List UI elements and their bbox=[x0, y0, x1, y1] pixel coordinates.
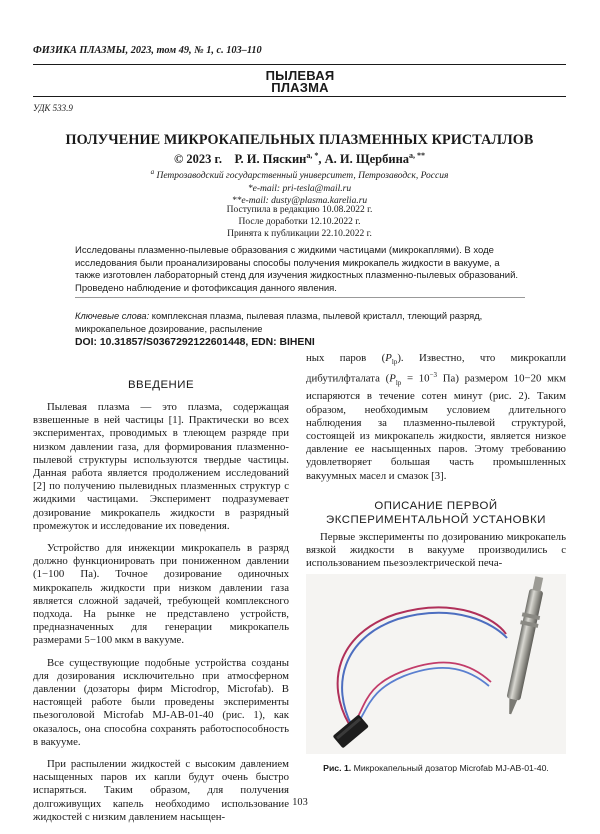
intro-paragraph-2: Устройство для инжекции микрокапель в разряд должно функционировать при пониженном давлении (1−100 Па). Точное дозирование одиночных микрокапель жидкости при низком давлении газа является сложной задачей, требующей комплексного подхода. На рынке не представлено устройств, предназначенных для генерации микрокапель размерами 5−100 мкм в вакууме. bbox=[33, 542, 289, 647]
setup-heading-line1: ОПИСАНИЕ ПЕРВОЙ bbox=[374, 499, 498, 512]
date-revised: После доработки 12.10.2022 г. bbox=[238, 217, 361, 227]
figure-1-caption-text: Микрокапельный дозатор Microfab MJ-AB-01-40. bbox=[351, 763, 549, 773]
blue-wire-loop bbox=[356, 668, 489, 726]
dates bbox=[33, 204, 566, 240]
abstract: Исследованы плазменно-пылевые образования с жидкими частицами (микрокаплями). В ходе исследования были проанализированы способы получения микрокапель жидкости в вакууме, а также изготовлен лабораторный стенд для изучения жидкостных плазменно-пылевых образований. Проведено наблюдение и фотофиксация данного явления. bbox=[75, 245, 519, 294]
left-column bbox=[33, 378, 289, 833]
pressure-subscript: lp bbox=[391, 358, 398, 367]
copyright: © 2023 г. bbox=[173, 152, 222, 167]
section-tag-line2: ПЛАЗМА bbox=[271, 80, 329, 95]
affiliation bbox=[33, 166, 566, 208]
keywords-text: комплексная плазма, пылевая плазма, пылевой кристалл, тлеющий разряд, микрокапельное дозирование, распыление bbox=[75, 311, 483, 334]
red-wire-loop bbox=[354, 663, 491, 724]
section-tag-line1: ПЫЛЕВАЯ bbox=[265, 68, 335, 83]
header-rule bbox=[33, 64, 566, 65]
intro-paragraph-1: Пылевая плазма — это плазма, содержащая взвешенные в ней частицы [1]. Практически во всех экспериментах, проводимых в тлеющем разряде при низком давлении газа, для формирования плазменно-пылевой структуры используются твердые частицы. Данная работа является продолжением исследований [2] по получению пылевидных плазменных структур с жидкими частицами. Эксперимент подразумевает дозирование микрокапель жидкости в разрядный промежуток и исследование их поведения. bbox=[33, 401, 289, 532]
figure-1-caption bbox=[306, 763, 566, 773]
udk-code: УДК 533.9 bbox=[33, 103, 73, 113]
continued-paragraph bbox=[306, 352, 566, 483]
authors-line bbox=[33, 151, 566, 167]
setup-heading bbox=[306, 499, 566, 527]
email-2: **e-mail: dusty@plasma.karelia.ru bbox=[231, 196, 368, 207]
date-accepted: Принята к публикации 22.10.2022 г. bbox=[227, 229, 372, 239]
piezo-head-icon bbox=[501, 575, 548, 716]
pressure-exponent: −3 bbox=[429, 371, 438, 380]
abstract-rule bbox=[75, 297, 525, 298]
article-title: ПОЛУЧЕНИЕ МИКРОКАПЕЛЬНЫХ ПЛАЗМЕННЫХ КРИСТАЛЛОВ bbox=[65, 132, 534, 148]
pressure-symbol: P bbox=[385, 352, 392, 364]
continued-text-d: Па) размером 10−20 мкм испаряются в течение сотен минут (рис. 2). Таким образом, необходимым условием длительного наблюдения за плазменно-пылевой структурой, состоящей из микрокапель жидкости, является низкое давление ее насыщенных паров. Этому требованию удовлетворяет большая часть промышленных вакуумных масел и смазок [3]. bbox=[306, 372, 566, 482]
journal-line: ФИЗИКА ПЛАЗМЫ, 2023, том 49, № 1, с. 103–110 bbox=[33, 45, 262, 56]
keywords bbox=[75, 310, 525, 335]
date-received: Поступила в редакцию 10.08.2022 г. bbox=[226, 205, 373, 215]
dispenser-photo-illustration bbox=[306, 574, 566, 754]
intro-paragraph-3: Все существующие подобные устройства созданы для дозирования исключительно при атмосферном давлении (дозаторы фирм Microdrop, Microfab). В настоящей работе были проведены эксперименты пьезоголовой Microfab MJ-AB-01-40 (рис. 1), как оказалось, она способна сохранять работоспособность в вакууме. bbox=[33, 656, 289, 748]
affiliation-org-line bbox=[33, 166, 566, 183]
figure-1 bbox=[306, 574, 566, 754]
keywords-label: Ключевые слова: bbox=[75, 311, 150, 321]
affiliation-mark: a bbox=[150, 168, 155, 176]
section-rule bbox=[33, 96, 566, 97]
continued-text-a: ных паров ( bbox=[306, 352, 386, 364]
pressure-symbol-2: P bbox=[389, 372, 396, 385]
continued-text-c: = 10 bbox=[401, 372, 430, 385]
intro-paragraph-4: При распылении жидкостей с высоким давлением насыщенных паров их капли будут очень быстро испаряться. Таким образом, для получения долгоживущих капель необходимо использование жидкостей с низким давлением насыщен- bbox=[33, 758, 289, 823]
figure-1-label: Рис. 1. bbox=[323, 763, 352, 773]
right-column bbox=[306, 352, 566, 579]
affiliation-org: Петрозаводский государственный университет, Петрозаводск, Россия bbox=[154, 171, 449, 182]
author-2-mark: a, ** bbox=[409, 151, 426, 160]
continued-text-b: ). Известно, что микрокапли дибутилфталата ( bbox=[306, 352, 567, 385]
pressure-subscript-2: lp bbox=[395, 379, 402, 388]
author-1-mark: a, * bbox=[306, 151, 319, 160]
section-tag bbox=[230, 70, 370, 94]
author-1: Р. И. Пяскин bbox=[234, 152, 307, 167]
setup-paragraph-1: Первые эксперименты по дозированию микрокапель вязкой жидкости в вакууме производились с использованием пьезоэлектрической печа- bbox=[306, 530, 566, 570]
email-1: *e-mail: pri-tesla@mail.ru bbox=[247, 183, 352, 194]
setup-heading-line2: ЭКСПЕРИМЕНТАЛЬНОЙ УСТАНОВКИ bbox=[326, 513, 546, 526]
author-2: А. И. Щербина bbox=[324, 152, 410, 167]
doi: DOI: 10.31857/S0367292122601448, EDN: BIHENI bbox=[75, 337, 315, 348]
connector-icon bbox=[333, 714, 369, 748]
author-separator: , bbox=[318, 152, 325, 167]
page-number: 103 bbox=[292, 797, 308, 808]
intro-heading: ВВЕДЕНИЕ bbox=[127, 379, 195, 391]
